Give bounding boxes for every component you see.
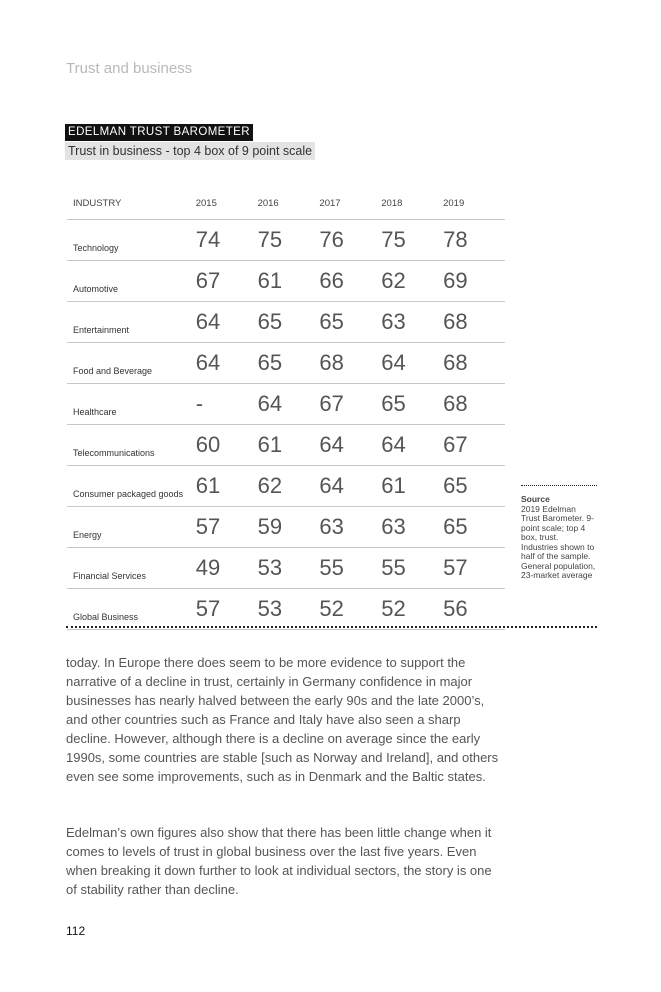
score-cell: 49 [196, 548, 258, 589]
score-cell: - [196, 384, 258, 425]
score-cell: 52 [319, 589, 381, 630]
source-text: 2019 Edelman Trust Barometer. 9-point scale; top 4 box, trust. Industries shown to half of the sample. General population, 23-market average [521, 503, 596, 580]
score-cell: 59 [258, 507, 320, 548]
column-header-2019: 2019 [443, 198, 505, 220]
table-row [67, 384, 505, 425]
table-row [67, 343, 505, 384]
source-note [521, 485, 597, 581]
score-cell: 53 [258, 548, 320, 589]
table-header-row [67, 198, 505, 220]
score-cell: 74 [196, 220, 258, 261]
industry-cell: Financial Services [67, 548, 196, 589]
column-header-industry: INDUSTRY [67, 198, 196, 220]
score-cell: 67 [319, 384, 381, 425]
score-cell: 78 [443, 220, 505, 261]
source-title: Source [521, 494, 550, 504]
score-cell: 64 [196, 302, 258, 343]
score-cell: 62 [258, 466, 320, 507]
table-row [67, 548, 505, 589]
body-paragraph-1: today. In Europe there does seem to be more evidence to support the narrative of a decline in trust, certainly in Germany confidence in major businesses has nearly halved between the early 90s and the late 2000’s, and other countries such as France and Italy have also seen a sharp decline. However, although there is a decline on average since the early 1990s, some countries are stable [such as Norway and Ireland], and others even see some improvements, such as in Denmark and the Baltic states. [66, 655, 499, 784]
score-cell: 61 [196, 466, 258, 507]
score-cell: 65 [258, 302, 320, 343]
score-cell: 57 [196, 589, 258, 630]
page-number: 112 [66, 924, 86, 938]
score-cell: 64 [381, 425, 443, 466]
score-cell: 65 [381, 384, 443, 425]
score-cell: 63 [381, 302, 443, 343]
table-body [67, 220, 505, 630]
score-cell: 57 [196, 507, 258, 548]
industry-cell: Food and Beverage [67, 343, 196, 384]
table-row [67, 589, 505, 630]
score-cell: 55 [319, 548, 381, 589]
score-cell: 63 [319, 507, 381, 548]
score-cell: 69 [443, 261, 505, 302]
score-cell: 57 [443, 548, 505, 589]
column-header-2015: 2015 [196, 198, 258, 220]
score-cell: 61 [258, 425, 320, 466]
table-row [67, 466, 505, 507]
table-row [67, 425, 505, 466]
score-cell: 75 [381, 220, 443, 261]
score-cell: 66 [319, 261, 381, 302]
industry-cell: Consumer packaged goods [67, 466, 196, 507]
score-cell: 52 [381, 589, 443, 630]
score-cell: 68 [319, 343, 381, 384]
score-cell: 64 [319, 425, 381, 466]
industry-cell: Automotive [67, 261, 196, 302]
score-cell: 55 [381, 548, 443, 589]
running-head: Trust and business [66, 60, 193, 77]
score-cell: 65 [443, 507, 505, 548]
table-row [67, 261, 505, 302]
column-header-2018: 2018 [381, 198, 443, 220]
score-cell: 67 [196, 261, 258, 302]
score-cell: 67 [443, 425, 505, 466]
industry-cell: Telecommunications [67, 425, 196, 466]
score-cell: 64 [196, 343, 258, 384]
table-row [67, 220, 505, 261]
score-cell: 68 [443, 384, 505, 425]
figure-subtitle: Trust in business - top 4 box of 9 point scale [65, 142, 315, 160]
column-header-2017: 2017 [319, 198, 381, 220]
body-paragraph-2: Edelman’s own figures also show that there has been little change when it comes to levels of trust in global business over the last five years. Even when breaking it down further to look at individual sectors, the story is one of stability rather than decline. [66, 825, 492, 897]
trust-table [67, 198, 505, 630]
score-cell: 56 [443, 589, 505, 630]
industry-cell: Technology [67, 220, 196, 261]
score-cell: 65 [258, 343, 320, 384]
industry-cell: Energy [67, 507, 196, 548]
score-cell: 68 [443, 343, 505, 384]
score-cell: 68 [443, 302, 505, 343]
score-cell: 61 [258, 261, 320, 302]
score-cell: 75 [258, 220, 320, 261]
figure-label: EDELMAN TRUST BAROMETER [65, 124, 253, 141]
column-header-2016: 2016 [258, 198, 320, 220]
score-cell: 65 [319, 302, 381, 343]
score-cell: 76 [319, 220, 381, 261]
table-row [67, 507, 505, 548]
score-cell: 53 [258, 589, 320, 630]
industry-cell: Healthcare [67, 384, 196, 425]
score-cell: 64 [319, 466, 381, 507]
score-cell: 60 [196, 425, 258, 466]
industry-cell: Global Business [67, 589, 196, 630]
industry-cell: Entertainment [67, 302, 196, 343]
score-cell: 61 [381, 466, 443, 507]
score-cell: 65 [443, 466, 505, 507]
score-cell: 63 [381, 507, 443, 548]
table-row [67, 302, 505, 343]
score-cell: 64 [258, 384, 320, 425]
score-cell: 62 [381, 261, 443, 302]
dotted-divider [66, 626, 597, 628]
score-cell: 64 [381, 343, 443, 384]
